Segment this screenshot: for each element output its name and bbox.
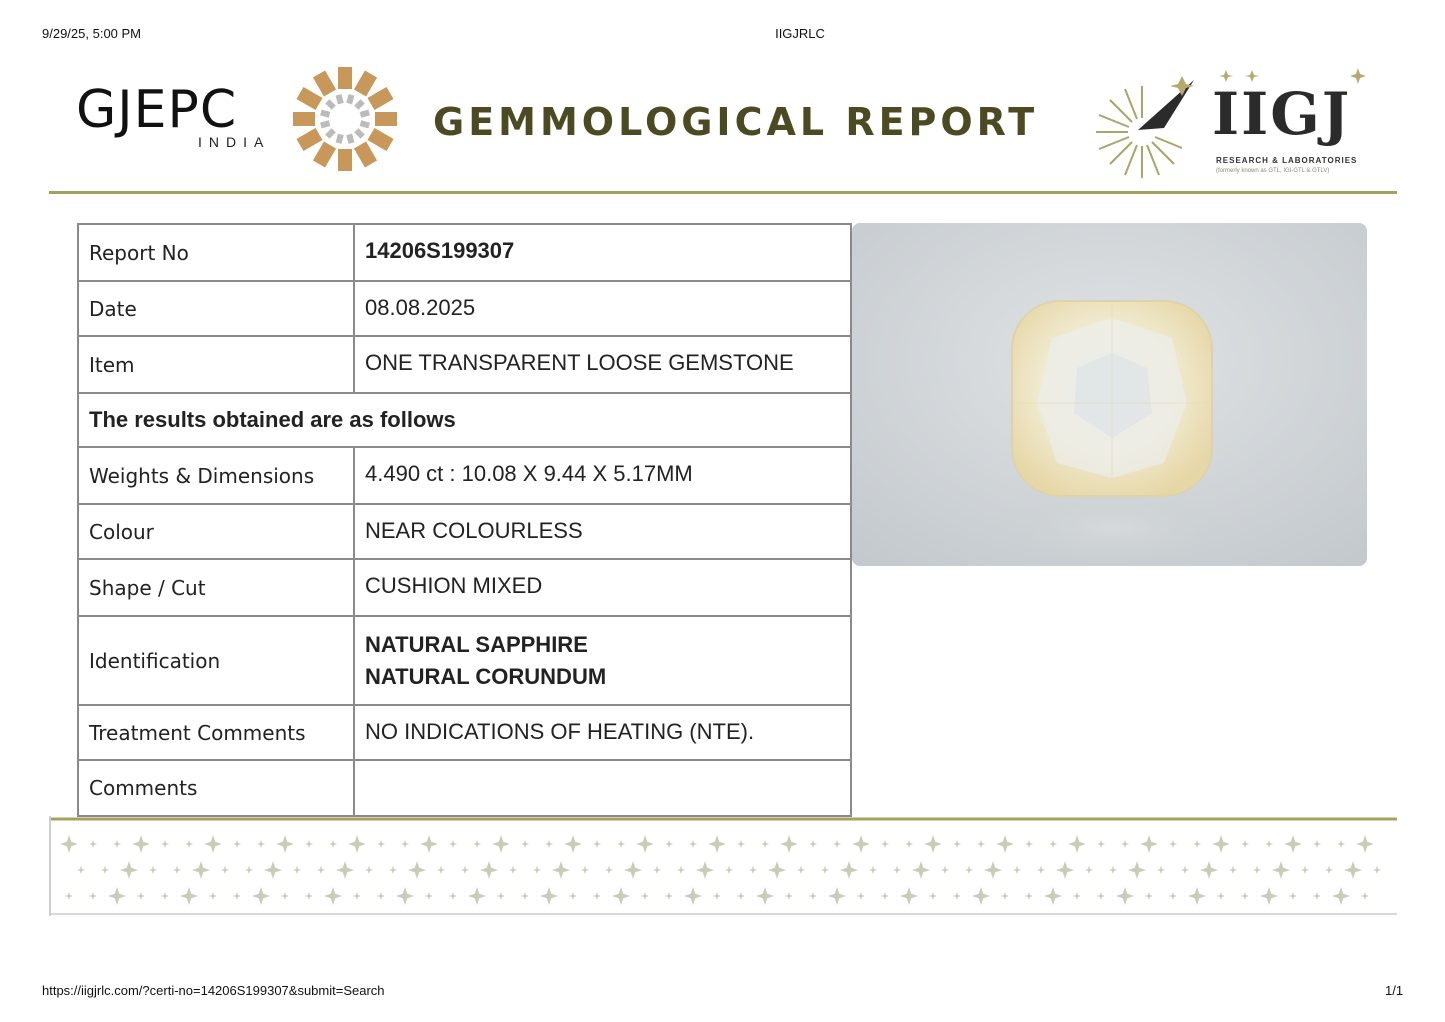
value-treatment: NO INDICATIONS OF HEATING (NTE).	[354, 705, 851, 760]
star-decoration-icon	[924, 835, 942, 853]
star-decoration-icon	[780, 835, 798, 853]
star-decoration-icon	[653, 866, 661, 874]
star-decoration-icon	[540, 887, 558, 905]
star-decoration-icon	[641, 892, 649, 900]
star-decoration-icon	[768, 861, 786, 879]
value-identification	[354, 616, 851, 705]
label-date: Date	[78, 281, 354, 336]
star-decoration-icon	[1188, 887, 1206, 905]
gemstone-photo	[852, 223, 1367, 566]
star-decoration-icon	[1157, 866, 1165, 874]
star-decoration-icon	[1044, 887, 1062, 905]
gjepc-sunburst-icon	[290, 64, 400, 174]
star-decoration-icon	[840, 861, 858, 879]
star-decoration-icon	[756, 887, 774, 905]
star-decoration-icon	[1217, 892, 1225, 900]
star-decoration-icon	[1332, 887, 1350, 905]
star-decoration-icon	[509, 866, 517, 874]
star-decoration-icon	[257, 840, 265, 848]
star-decoration-icon	[1056, 861, 1074, 879]
value-report-no: 14206S199307	[354, 224, 851, 281]
star-decoration-icon	[437, 866, 445, 874]
star-decoration-icon	[869, 866, 877, 874]
star-decoration-icon	[1356, 835, 1374, 853]
star-decoration-icon	[1260, 887, 1278, 905]
row-results-heading	[78, 393, 851, 447]
label-comments: Comments	[78, 760, 354, 816]
star-decoration-icon	[1344, 861, 1362, 879]
star-decoration-icon	[149, 866, 157, 874]
header-divider	[49, 191, 1397, 194]
star-decoration-icon	[209, 892, 217, 900]
star-decoration-icon	[696, 861, 714, 879]
star-decoration-icon	[1313, 840, 1321, 848]
star-decoration-icon	[1169, 892, 1177, 900]
star-decoration-icon	[389, 866, 397, 874]
star-decoration-icon	[1097, 840, 1105, 848]
label-item: Item	[78, 336, 354, 393]
label-shape: Shape / Cut	[78, 559, 354, 616]
gjepc-logo	[76, 62, 406, 174]
star-decoration-icon	[1049, 840, 1057, 848]
star-decoration-icon	[77, 866, 85, 874]
star-decoration-icon	[521, 892, 529, 900]
star-decoration-icon	[329, 840, 337, 848]
star-decoration-icon	[1289, 892, 1297, 900]
star-decoration-icon	[425, 892, 433, 900]
star-decoration-icon	[185, 840, 193, 848]
star-decoration-icon	[1241, 892, 1249, 900]
star-decoration-icon	[408, 861, 426, 879]
gemstone-image	[852, 223, 1367, 566]
star-decoration-icon	[1193, 840, 1201, 848]
star-decoration-icon	[353, 892, 361, 900]
value-date: 08.08.2025	[354, 281, 851, 336]
value-item: ONE TRANSPARENT LOOSE GEMSTONE	[354, 336, 851, 393]
star-decoration-icon	[828, 887, 846, 905]
star-decoration-icon	[1097, 892, 1105, 900]
star-decoration-icon	[677, 866, 685, 874]
star-decoration-icon	[1073, 892, 1081, 900]
star-decoration-icon	[293, 866, 301, 874]
star-decoration-icon	[881, 892, 889, 900]
star-decoration-icon	[1253, 866, 1261, 874]
star-decoration-icon	[324, 887, 342, 905]
print-page-title	[0, 26, 1445, 41]
star-decoration-icon	[713, 892, 721, 900]
star-decoration-icon	[449, 840, 457, 848]
star-decoration-icon	[912, 861, 930, 879]
star-decoration-icon	[905, 840, 913, 848]
row-identification	[78, 616, 851, 705]
iigj-logo-subtext: RESEARCH & LABORATORIES	[1216, 156, 1358, 165]
star-decoration-icon	[1265, 840, 1273, 848]
star-decoration-icon	[192, 861, 210, 879]
label-treatment: Treatment Comments	[78, 705, 354, 760]
star-decoration-icon	[852, 835, 870, 853]
star-decoration-icon	[1128, 861, 1146, 879]
star-decoration-icon	[1301, 866, 1309, 874]
star-decoration-icon	[737, 892, 745, 900]
row-item	[78, 336, 851, 393]
star-decoration-icon	[1068, 835, 1086, 853]
star-decoration-icon	[161, 892, 169, 900]
star-decoration-icon	[977, 840, 985, 848]
star-decoration-icon	[245, 866, 253, 874]
star-decoration-icon	[1001, 892, 1009, 900]
star-decoration-icon	[617, 840, 625, 848]
star-decoration-icon	[1037, 866, 1045, 874]
star-decoration-icon	[348, 835, 366, 853]
star-decoration-icon	[305, 892, 313, 900]
row-weights	[78, 447, 851, 504]
star-decoration-icon	[965, 866, 973, 874]
star-decoration-icon	[1025, 840, 1033, 848]
star-pattern-icon	[49, 816, 1397, 916]
iigj-logo-text: IIGJ	[1212, 80, 1352, 148]
star-decoration-icon	[1116, 887, 1134, 905]
row-report-no	[78, 224, 851, 281]
value-identification-line2: NATURAL CORUNDUM	[365, 664, 607, 689]
star-decoration-icon	[89, 892, 97, 900]
star-decoration-icon	[972, 887, 990, 905]
star-decoration-icon	[953, 892, 961, 900]
row-shape	[78, 559, 851, 616]
star-decoration-icon	[161, 840, 169, 848]
star-decoration-icon	[893, 866, 901, 874]
star-decoration-icon	[396, 887, 414, 905]
value-weights: 4.490 ct : 10.08 X 9.44 X 5.17MM	[354, 447, 851, 504]
star-decoration-icon	[377, 892, 385, 900]
star-decoration-icon	[545, 840, 553, 848]
star-decoration-icon	[1200, 861, 1218, 879]
iigj-starburst-icon	[1094, 70, 1204, 180]
star-decoration-icon	[1169, 840, 1177, 848]
star-decoration-icon	[449, 892, 457, 900]
print-url: https://iigjrlc.com/?certi-no=14206S199307&submit=Search	[42, 983, 385, 998]
star-decoration-icon	[1181, 866, 1189, 874]
print-page-count: 1/1	[1385, 983, 1404, 998]
value-identification-line1: NATURAL SAPPHIRE	[365, 632, 588, 657]
star-decoration-icon	[797, 866, 805, 874]
star-decoration-icon	[725, 866, 733, 874]
row-colour	[78, 504, 851, 559]
star-decoration-icon	[264, 861, 282, 879]
star-decoration-icon	[684, 887, 702, 905]
star-decoration-icon	[941, 866, 949, 874]
star-decoration-icon	[689, 840, 697, 848]
report-title: GEMMOLOGICAL REPORT	[433, 100, 1039, 144]
star-decoration-icon	[305, 840, 313, 848]
row-comments	[78, 760, 851, 816]
star-decoration-icon	[1361, 892, 1369, 900]
star-decoration-icon	[101, 866, 109, 874]
value-colour: NEAR COLOURLESS	[354, 504, 851, 559]
star-decoration-icon	[1272, 861, 1290, 879]
star-decoration-icon	[377, 840, 385, 848]
decorative-star-band	[49, 816, 1397, 916]
star-decoration-icon	[1325, 866, 1333, 874]
star-decoration-icon	[276, 835, 294, 853]
gjepc-logo-subtext: INDIA	[198, 134, 271, 150]
star-decoration-icon	[461, 866, 469, 874]
star-decoration-icon	[497, 892, 505, 900]
star-decoration-icon	[996, 835, 1014, 853]
star-decoration-icon	[821, 866, 829, 874]
star-decoration-icon	[468, 887, 486, 905]
results-heading: The results obtained are as follows	[78, 393, 851, 447]
star-decoration-icon	[401, 840, 409, 848]
star-decoration-icon	[749, 866, 757, 874]
star-decoration-icon	[737, 840, 745, 848]
star-decoration-icon	[473, 840, 481, 848]
star-decoration-icon	[1025, 892, 1033, 900]
iigj-logo-finetext: (formerly known as GTL, IGI-GTL & GTLV)	[1216, 168, 1330, 174]
star-decoration-icon	[857, 892, 865, 900]
value-shape: CUSHION MIXED	[354, 559, 851, 616]
star-decoration-icon	[665, 840, 673, 848]
star-decoration-icon	[173, 866, 181, 874]
label-identification: Identification	[78, 616, 354, 705]
star-decoration-icon	[204, 835, 222, 853]
star-decoration-icon	[581, 866, 589, 874]
star-decoration-icon	[708, 835, 726, 853]
star-decoration-icon	[132, 835, 150, 853]
star-decoration-icon	[1373, 866, 1381, 874]
star-decoration-icon	[636, 835, 654, 853]
star-decoration-icon	[65, 892, 73, 900]
star-decoration-icon	[180, 887, 198, 905]
star-decoration-icon	[953, 840, 961, 848]
star-decoration-icon	[984, 861, 1002, 879]
star-decoration-icon	[221, 866, 229, 874]
label-weights: Weights & Dimensions	[78, 447, 354, 504]
star-decoration-icon	[137, 892, 145, 900]
star-decoration-icon	[785, 892, 793, 900]
label-report-no: Report No	[78, 224, 354, 281]
star-decoration-icon	[420, 835, 438, 853]
star-decoration-icon	[552, 861, 570, 879]
print-datetime: 9/29/25, 5:00 PM	[42, 26, 142, 41]
iigj-logo	[1094, 62, 1374, 182]
star-decoration-icon	[113, 840, 121, 848]
star-decoration-icon	[665, 892, 673, 900]
star-decoration-icon	[612, 887, 630, 905]
star-decoration-icon	[1085, 866, 1093, 874]
star-decoration-icon	[1121, 840, 1129, 848]
star-decoration-icon	[881, 840, 889, 848]
star-decoration-icon	[809, 892, 817, 900]
star-decoration-icon	[900, 887, 918, 905]
star-decoration-icon	[233, 840, 241, 848]
row-date	[78, 281, 851, 336]
star-decoration-icon	[317, 866, 325, 874]
star-decoration-icon	[564, 835, 582, 853]
star-decoration-icon	[605, 866, 613, 874]
value-comments	[354, 760, 851, 816]
print-page-title-text: IIGJRLC	[775, 26, 825, 41]
star-decoration-icon	[1140, 835, 1158, 853]
row-treatment	[78, 705, 851, 760]
star-decoration-icon	[1109, 866, 1117, 874]
star-decoration-icon	[336, 861, 354, 879]
star-decoration-icon	[365, 866, 373, 874]
star-decoration-icon	[593, 840, 601, 848]
star-decoration-icon	[569, 892, 577, 900]
star-decoration-icon	[833, 840, 841, 848]
star-decoration-icon	[1212, 835, 1230, 853]
star-decoration-icon	[533, 866, 541, 874]
star-decoration-icon	[1229, 866, 1237, 874]
star-decoration-icon	[233, 892, 241, 900]
star-decoration-icon	[1145, 892, 1153, 900]
star-decoration-icon	[89, 840, 97, 848]
star-decoration-icon	[120, 861, 138, 879]
star-decoration-icon	[480, 861, 498, 879]
star-decoration-icon	[929, 892, 937, 900]
star-decoration-icon	[1313, 892, 1321, 900]
star-decoration-icon	[593, 892, 601, 900]
star-decoration-icon	[809, 840, 817, 848]
star-decoration-icon	[108, 887, 126, 905]
star-decoration-icon	[761, 840, 769, 848]
star-decoration-icon	[252, 887, 270, 905]
label-colour: Colour	[78, 504, 354, 559]
gjepc-logo-text: GJEPC	[76, 80, 238, 140]
star-decoration-icon	[1337, 840, 1345, 848]
star-decoration-icon	[521, 840, 529, 848]
star-decoration-icon	[624, 861, 642, 879]
report-table	[77, 223, 852, 817]
star-decoration-icon	[1241, 840, 1249, 848]
star-decoration-icon	[492, 835, 510, 853]
star-decoration-icon	[1284, 835, 1302, 853]
star-decoration-icon	[60, 835, 78, 853]
star-decoration-icon	[281, 892, 289, 900]
star-decoration-icon	[1013, 866, 1021, 874]
